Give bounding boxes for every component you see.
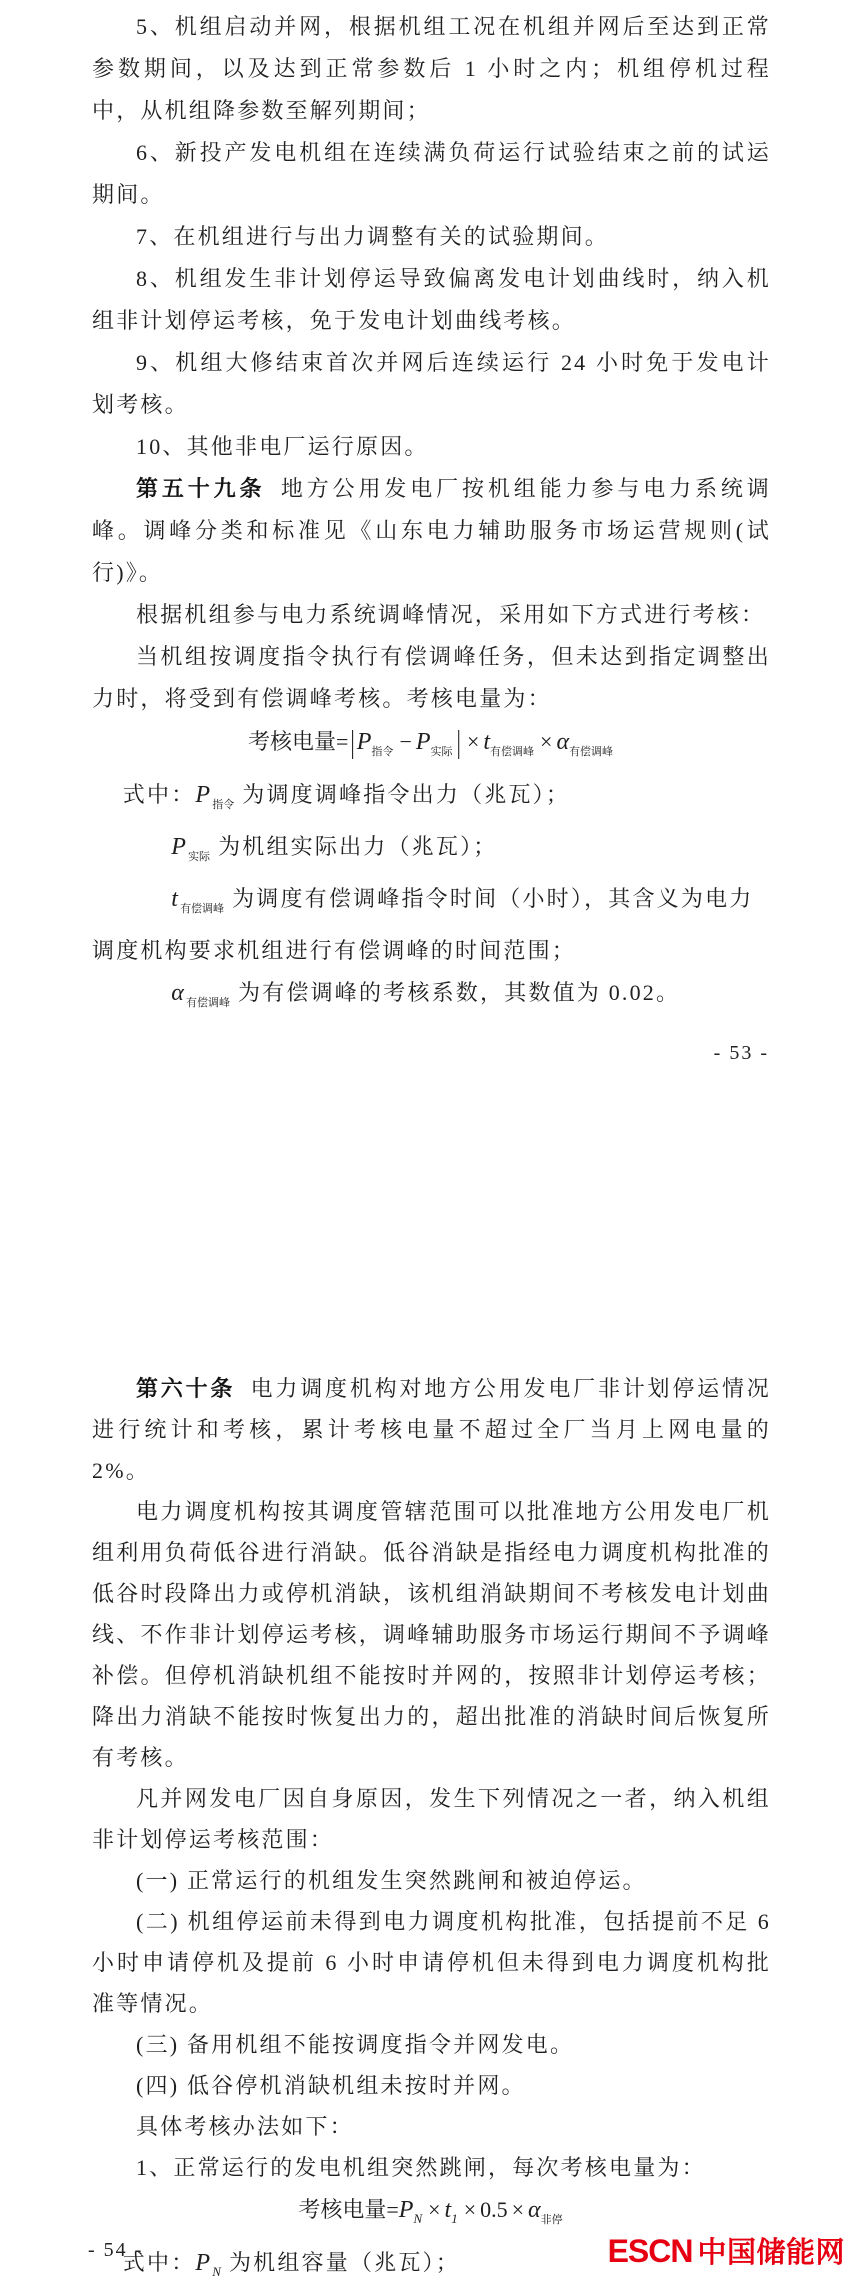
sub-actual: 实际	[188, 851, 211, 863]
article-60-body: 电力调度机构对地方公用发电厂非计划停运情况进行统计和考核，累计考核电量不超过全厂当月上网电量的 2%。	[92, 1376, 771, 1483]
definition-text: 为机组容量（兆瓦）；	[228, 2250, 460, 2275]
var-alpha: α	[171, 980, 186, 1006]
times-sign: ×	[428, 2197, 441, 2222]
scope-item-3: (三) 备用机组不能按调度指令并网发电。	[136, 2032, 575, 2057]
article-60	[92, 1368, 771, 1491]
var-t: t	[483, 729, 491, 755]
abs-bar-right: |	[456, 723, 461, 760]
var-p-actual: P	[415, 729, 431, 755]
para-trip-assessment: 1、正常运行的发电机组突然跳闸，每次考核电量为：	[136, 2155, 706, 2180]
clause-7: 7、在机组进行与出力调整有关的试验期间。	[136, 224, 610, 249]
sub-command: 指令	[212, 799, 235, 811]
clause-9: 9、机组大修结束首次并网后连续运行 24 小时免于发电计划考核。	[92, 350, 771, 417]
clause-8: 8、机组发生非计划停运导致偏离发电计划曲线时，纳入机组非计划停运考核，免于发电计划曲线考核。	[92, 266, 771, 333]
sub-alpha: 有偿调峰	[186, 997, 230, 1009]
para-compensated-peaking-condition: 当机组按调度指令执行有偿调峰任务，但未达到指定调整出力时，将受到有偿调峰考核。考核电量为：	[92, 644, 771, 711]
definition-prefix: 式中：	[122, 2250, 196, 2275]
definition-text: 为调度调峰指令出力（兆瓦）；	[242, 782, 571, 807]
definition-p-command	[92, 774, 771, 826]
times-sign: ×	[540, 729, 553, 754]
definition-text: 为调度有偿调峰指令时间（小时），其含义为电力调度机构要求机组进行有偿调峰的时间范围；	[92, 886, 754, 963]
escn-logo-chinese: 中国储能网	[697, 2237, 845, 2269]
page-54	[0, 1368, 857, 2292]
escn-logo-latin: ESCN	[607, 2233, 693, 2269]
var-p-actual: P	[171, 834, 189, 860]
sub-n: N	[413, 2211, 423, 2226]
page-number-53: - 53 -	[713, 1042, 769, 1064]
article-59-title: 第五十九条	[136, 476, 266, 501]
var-p-capacity: P	[195, 2250, 213, 2276]
article-59	[92, 468, 771, 594]
page-54-footer	[88, 2230, 845, 2271]
minus-sign: −	[399, 729, 412, 754]
formula-compensated-peaking	[92, 720, 771, 774]
formula-lhs: 考核电量=	[247, 729, 349, 754]
definition-alpha	[92, 972, 771, 1024]
var-t: t	[171, 886, 181, 912]
scope-item-4: (四) 低谷停机消缺机组未按时并网。	[136, 2073, 526, 2098]
clause-6: 6、新投产发电机组在连续满负荷运行试验结束之前的试运期间。	[92, 140, 771, 207]
page-53	[0, 0, 857, 1068]
coefficient: 0.5	[480, 2197, 508, 2222]
escn-logo	[608, 2230, 845, 2271]
para-unplanned-outage-scope: 凡并网发电厂因自身原因，发生下列情况之一者，纳入机组非计划停运考核范围：	[92, 1786, 771, 1852]
definition-text: 为机组实际出力（兆瓦）；	[218, 834, 498, 859]
sub-actual: 实际	[430, 746, 453, 758]
times-sign: ×	[511, 2197, 525, 2222]
abs-bar-left: |	[350, 723, 355, 760]
var-p-capacity: P	[398, 2197, 414, 2223]
definition-text: 为有偿调峰的考核系数，其数值为 0.02。	[238, 980, 681, 1005]
sub-1: 1	[451, 2211, 458, 2226]
article-59-body: 地方公用发电厂按机组能力参与电力系统调峰。调峰分类和标准见《山东电力辅助服务市场运营规则(试行)》。	[92, 476, 771, 585]
sub-t: 有偿调峰	[490, 746, 535, 758]
var-alpha-outage: α	[528, 2197, 541, 2223]
para-assessment-basis: 根据机组参与电力系统调峰情况，采用如下方式进行考核：	[136, 602, 766, 627]
sub-alpha: 有偿调峰	[569, 746, 614, 758]
formula-lhs: 考核电量=	[298, 2197, 399, 2222]
definition-t	[92, 878, 771, 972]
times-sign: ×	[466, 729, 480, 754]
clause-10: 10、其他非电厂运行原因。	[136, 434, 429, 459]
times-sign: ×	[463, 2197, 477, 2222]
var-p-command: P	[356, 729, 372, 755]
sub-outage: 非停	[540, 2214, 563, 2226]
page-break-gap	[0, 1068, 857, 1368]
para-low-valley-defect: 电力调度机构按其调度管辖范围可以批准地方公用发电厂机组利用负荷低谷进行消缺。低谷消缺是指经电力调度机构批准的低谷时段降出力或停机消缺，该机组消缺期间不考核发电计划曲线、不作非计划停运考核，调峰辅助服务市场运行期间不予调峰补偿。但停机消缺机组不能按时并网的，按照非计划停运考核；降出力消缺不能按时恢复出力的，超出批准的消缺时间后恢复所有考核。	[92, 1499, 771, 1770]
var-p-command: P	[195, 782, 213, 808]
page-number-54: - 54 -	[88, 2239, 144, 2261]
var-t1: t	[444, 2197, 452, 2223]
sub-command: 指令	[371, 746, 394, 758]
definition-prefix: 式中：	[122, 782, 196, 807]
scope-item-2: (二) 机组停运前未得到电力调度机构批准，包括提前不足 6 小时申请停机及提前 6 小时申请停机但未得到电力调度机构批准等情况。	[92, 1909, 771, 2016]
clause-5: 5、机组启动并网，根据机组工况在机组并网后至达到正常参数期间，以及达到正常参数后 1 小时之内；机组停机过程中，从机组降参数至解列期间；	[92, 14, 771, 123]
sub-t: 有偿调峰	[180, 903, 225, 915]
article-60-title: 第六十条	[136, 1376, 236, 1401]
para-specific-method: 具体考核办法如下：	[136, 2114, 354, 2139]
scope-item-1: (一) 正常运行的机组发生突然跳闸和被迫停运。	[136, 1868, 647, 1893]
sub-n: N	[212, 2264, 221, 2279]
definition-p-actual	[92, 826, 771, 878]
var-alpha: α	[556, 729, 570, 755]
